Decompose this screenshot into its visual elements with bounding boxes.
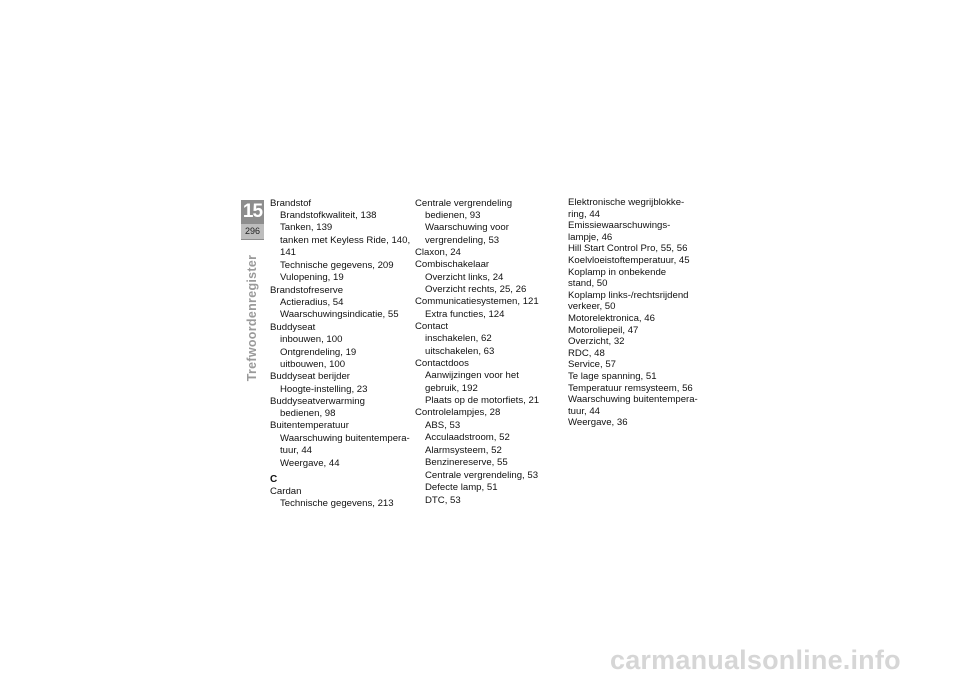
index-letter-heading: C xyxy=(270,474,278,486)
index-subentry: Technische gegevens, 209 xyxy=(280,259,394,271)
index-entry: Elektronische wegrijblokke- xyxy=(568,197,685,208)
index-subentry: Brandstofkwaliteit, 138 xyxy=(280,209,377,221)
index-entry: Centrale vergrendeling xyxy=(415,197,513,209)
index-subentry: inschakelen, 62 xyxy=(425,333,492,345)
index-entry: Contactdoos xyxy=(415,357,469,369)
index-subentry: Aanwijzingen voor het xyxy=(425,370,519,382)
index-subentry: Overzicht links, 24 xyxy=(425,271,504,283)
index-entry: Contact xyxy=(415,320,449,332)
index-entry: Buddyseat berijder xyxy=(270,371,350,383)
index-subentry: tuur, 44 xyxy=(280,445,313,457)
index-subentry: Acculaadstroom, 52 xyxy=(425,432,510,444)
index-entry: Koplamp links-/rechtsrijdend xyxy=(568,289,689,301)
index-subentry: Tanken, 139 xyxy=(280,222,333,234)
index-subentry: Centrale vergrendeling, 53 xyxy=(425,469,539,481)
index-subentry: DTC, 53 xyxy=(425,494,461,506)
index-entry: Buddyseatverwarming xyxy=(270,395,365,407)
index-entry: Weergave, 36 xyxy=(568,417,628,429)
chapter-tab xyxy=(241,200,264,240)
index-subentry: 141 xyxy=(280,247,297,259)
index-entry: Cardan xyxy=(270,485,302,497)
index-entry: Communicatiesystemen, 121 xyxy=(415,296,539,308)
index-entry: Brandstof xyxy=(270,197,312,209)
index-subentry: Plaats op de motorfiets, 21 xyxy=(425,395,540,407)
index-entry: RDC, 48 xyxy=(568,347,605,359)
index-entry: Brandstofreserve xyxy=(270,284,344,296)
index-entry: Buitentemperatuur xyxy=(270,420,349,432)
watermark: carmanualsonline.info xyxy=(610,645,901,675)
index-entry: Temperatuur remsysteem, 56 xyxy=(568,382,693,394)
index-subentry: vergrendeling, 53 xyxy=(425,234,500,246)
index-entry: Te lage spanning, 51 xyxy=(568,370,657,382)
index-subentry: uitbouwen, 100 xyxy=(280,359,346,371)
index-entry: Motoroliepeil, 47 xyxy=(568,324,639,336)
index-entry: ring, 44 xyxy=(568,208,600,220)
index-subentry: Ontgrendeling, 19 xyxy=(280,346,357,358)
index-entry: Motorelektronica, 46 xyxy=(568,312,655,324)
page-number: 296 xyxy=(241,224,264,239)
index-column-1 xyxy=(270,197,410,510)
index-subentry: Actieradius, 54 xyxy=(280,296,344,308)
index-subentry: bedienen, 93 xyxy=(425,209,481,221)
index-subentry: tanken met Keyless Ride, 140, xyxy=(280,234,411,246)
index-entry: Buddyseat xyxy=(270,321,316,333)
index-subentry: Defecte lamp, 51 xyxy=(425,482,498,494)
index-subentry: Waarschuwing buitentempera- xyxy=(280,432,410,444)
index-entry: stand, 50 xyxy=(568,278,608,290)
index-entry: verkeer, 50 xyxy=(568,301,616,313)
index-column-2 xyxy=(415,197,555,506)
index-subentry: Waarschuwing voor xyxy=(425,222,509,234)
index-subentry: bedienen, 98 xyxy=(280,408,336,420)
index-entry: Koplamp in onbekende xyxy=(568,266,667,278)
index-entry: Claxon, 24 xyxy=(415,247,461,259)
index-subentry: Alarmsysteem, 52 xyxy=(425,444,502,456)
index-column-3 xyxy=(568,197,708,429)
index-entry: lampje, 46 xyxy=(568,231,613,243)
chapter-number: 15 xyxy=(242,201,263,222)
index-subentry: Waarschuwingsindicatie, 55 xyxy=(280,309,399,321)
index-subentry: inbouwen, 100 xyxy=(280,334,343,346)
index-subentry: Hoogte-instelling, 23 xyxy=(280,383,368,395)
index-subentry: Weergave, 44 xyxy=(280,457,340,469)
index-subentry: Vulopening, 19 xyxy=(280,272,344,284)
index-entry: Service, 57 xyxy=(568,359,616,371)
index-entry: Hill Start Control Pro, 55, 56 xyxy=(568,243,688,255)
index-subentry: Benzinereserve, 55 xyxy=(425,457,508,469)
index-entry: Koelvloeistoftemperatuur, 45 xyxy=(568,254,690,266)
index-subentry: Overzicht rechts, 25, 26 xyxy=(425,284,527,296)
index-entry: Waarschuwing buitentempera- xyxy=(568,394,698,406)
index-subentry: Technische gegevens, 213 xyxy=(280,498,394,510)
index-entry: tuur, 44 xyxy=(568,405,601,417)
index-subentry: uitschakelen, 63 xyxy=(425,345,495,357)
index-subentry: ABS, 53 xyxy=(425,419,461,431)
section-side-label: Trefwoordenregister xyxy=(245,254,259,382)
index-entry: Combischakelaar xyxy=(415,259,490,271)
index-subentry: Extra functies, 124 xyxy=(425,308,505,320)
index-entry: Emissiewaarschuwings- xyxy=(568,220,671,232)
index-subentry: gebruik, 192 xyxy=(425,382,478,394)
index-entry: Controlelampjes, 28 xyxy=(415,407,501,419)
index-entry: Overzicht, 32 xyxy=(568,336,625,348)
